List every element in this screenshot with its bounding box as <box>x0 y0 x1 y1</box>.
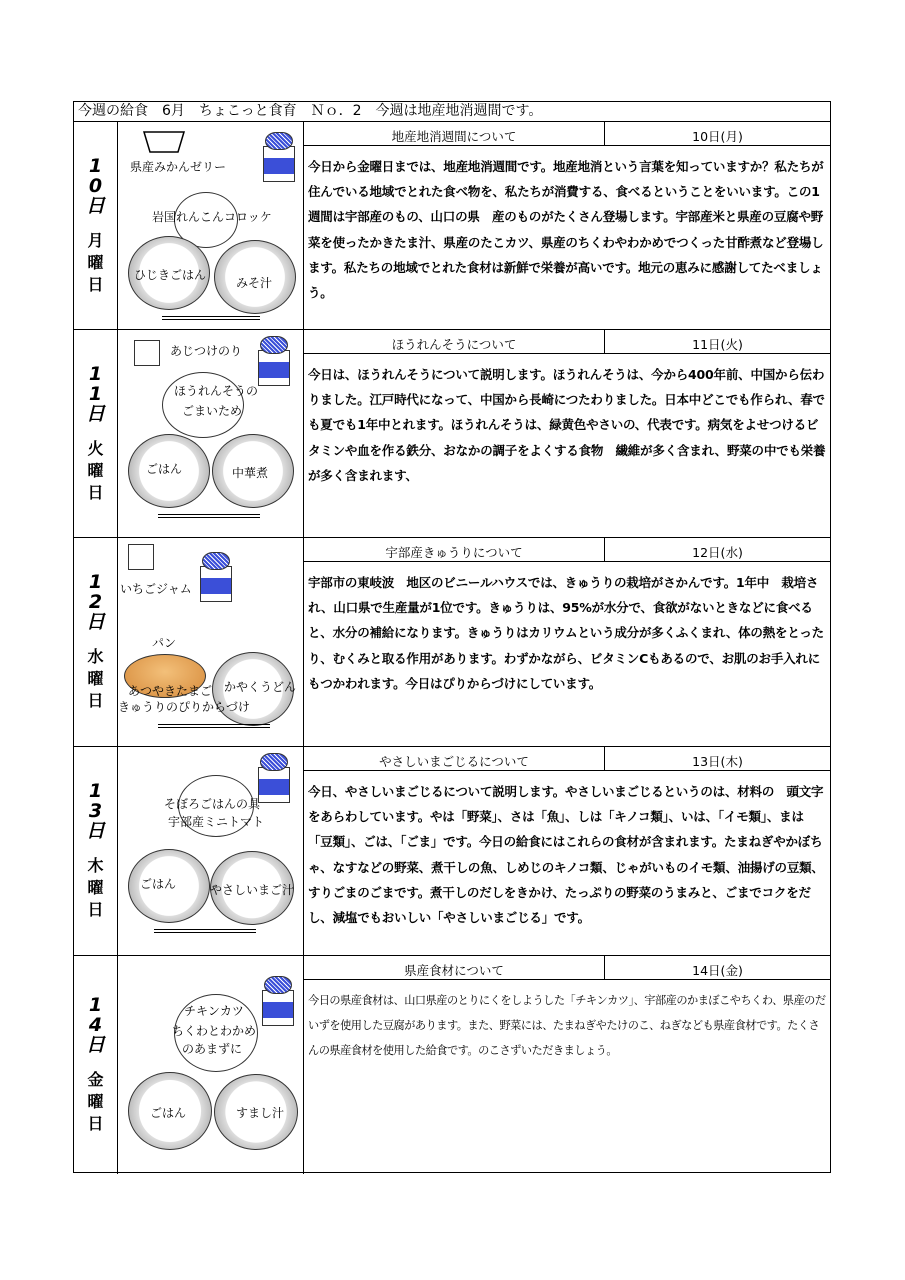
chopsticks-icon <box>162 316 260 320</box>
day-number-digit: 1 <box>88 362 103 385</box>
menu-item: ごはん <box>140 877 177 891</box>
topic-text: 今日は、ほうれんそうについて説明します。ほうれんそうは、今から400年前、中国から伝わりました。江戸時代になって、中国から長崎につたわりました。日本中どこでも作られ、春でも夏でも1年中とれます。ほうれんそうは、緑黄色やさいの、代表です。病気をよせつけるビタミンや血を作る鉄分、おなかの調子をよくする食物 繊維が多く含まれ、野菜の中でも栄養が多く含まれます、 <box>308 367 826 483</box>
day-number-suffix: 日 <box>85 611 105 633</box>
topic-text: 今日、やさしいまごじるについて説明します。やさしいまごじるというのは、材料の 頭文字をあらわしています。やは「野菜」、さは「魚」、しは「キノコ類」、いは、「イモ類」、まは「豆類」、ごは、「ごま」です。今日の給食にはこれらの食材が含まれます。たまねぎやかぼちゃ、なすなどの野菜、煮干しの魚、しめじのキノコ類、じゃがいものイモ類、油揚げの豆類、すりごまのごまです。煮干しのだしをきかけ、たっぷりの野菜のうまみと、ごまでコクをだし、減塩でもおいしい「やさしいまごじる」です。 <box>308 784 824 926</box>
chopsticks-icon <box>158 724 270 728</box>
topic-header <box>304 122 830 146</box>
menu-item: ごまいため <box>182 404 243 418</box>
menu-sheet <box>73 101 831 1173</box>
menu-item: あじつけのり <box>170 344 243 358</box>
day-number-suffix: 日 <box>85 820 105 842</box>
topic-header <box>304 956 830 980</box>
weekday-char: 水 <box>87 647 104 666</box>
topic-title: やさしいまごじるについて <box>304 747 605 770</box>
weekday-char: 火 <box>87 438 104 458</box>
day-number-digit: 4 <box>88 1014 103 1036</box>
menu-item: 中華煮 <box>232 466 269 480</box>
topic-title: 県産食材について <box>304 956 605 979</box>
explanation <box>304 956 830 1174</box>
day-number-suffix: 日 <box>85 1034 105 1056</box>
jelly-cup-icon <box>142 130 186 154</box>
weekday-char: 木 <box>87 856 104 875</box>
topic-text: 今日の県産食材は、山口県産のとりにくをしようした「チキンカツ」、宇部産のかまぼこやちくわ、県産のだいずを使用した豆腐があります。また、野菜には、たまねぎやたけのこ、ねぎなども県産食材です。たくさんの県産食材を使用した給食です。のこさずいただきましょう。 <box>308 994 826 1058</box>
weekday-char: 曜 <box>87 1092 104 1111</box>
weekday-char: 金 <box>87 1070 104 1089</box>
topic-date: 14日(金) <box>692 963 743 978</box>
menu-item: 県産みかんゼリー <box>130 160 227 174</box>
weekday-char: 曜 <box>87 460 104 480</box>
day-number-digit: 1 <box>88 382 103 405</box>
day-number-digit: 2 <box>88 591 103 613</box>
day-row-12 <box>74 538 830 747</box>
nori-icon <box>134 340 160 366</box>
menu-item: かやくうどん <box>224 680 297 694</box>
page-title: 今週の給食 6月 ちょこっと食育 Ｎｏ．2 今週は地産地消週間です。 <box>74 102 830 122</box>
day-label <box>74 538 118 746</box>
menu-item: そぼろごはんの具 <box>164 797 261 811</box>
topic-date: 10日(月) <box>692 129 743 144</box>
topic-title: 地産地消週間について <box>304 122 605 145</box>
day-row-11 <box>74 330 830 538</box>
day-label <box>74 122 118 329</box>
topic-date: 12日(水) <box>692 545 743 560</box>
day-number-digit: 3 <box>88 800 103 822</box>
menu-item: みそ汁 <box>236 276 273 290</box>
day-number-digit: 1 <box>88 154 103 177</box>
menu-item: チキンカツ <box>184 1004 244 1018</box>
weekday-char: 曜 <box>87 878 104 897</box>
menu-item: ごはん <box>146 462 183 476</box>
menu-item: 岩国れんこんコロッケ <box>152 210 272 224</box>
topic-header <box>304 538 830 562</box>
chopsticks-icon <box>158 514 260 518</box>
menu-item: いちごジャム <box>120 582 192 596</box>
menu-item: すまし汁 <box>236 1106 285 1120</box>
menu-item: きゅうりのぴりからづけ <box>118 700 250 714</box>
explanation <box>304 538 830 746</box>
explanation <box>304 122 830 329</box>
menu-item: ほうれんそうの <box>174 384 259 398</box>
day-number-suffix: 日 <box>85 194 105 217</box>
day-label <box>74 747 118 955</box>
day-row-14 <box>74 956 830 1174</box>
weekday-char: 曜 <box>87 252 104 272</box>
weekday-char: 日 <box>87 482 104 502</box>
day-number-digit: 1 <box>88 780 103 802</box>
milk-bottle-icon <box>262 976 294 1026</box>
day-row-13 <box>74 747 830 956</box>
explanation <box>304 330 830 537</box>
menu-item: やさしいまご汁 <box>210 883 295 897</box>
weekday-char: 日 <box>87 691 104 710</box>
jam-packet-icon <box>128 544 154 570</box>
topic-title: ほうれんそうについて <box>304 330 605 353</box>
menu-item: 宇部産ミニトマト <box>168 815 265 829</box>
menu-item: ひじきごはん <box>134 268 207 282</box>
menu-illustration <box>118 122 304 329</box>
topic-date: 13日(木) <box>692 754 743 769</box>
menu-illustration <box>118 538 304 746</box>
menu-illustration <box>118 747 304 955</box>
menu-item: ちくわとわかめ <box>172 1024 257 1038</box>
chopsticks-icon <box>154 929 256 933</box>
day-number-digit: 1 <box>88 571 103 593</box>
topic-date: 11日(火) <box>692 337 743 352</box>
menu-illustration <box>118 330 304 537</box>
weekday-char: 月 <box>87 230 104 250</box>
topic-header <box>304 330 830 354</box>
day-number-digit: 1 <box>88 994 103 1016</box>
topic-text: 宇部市の東岐波 地区のビニールハウスでは、きゅうりの栽培がさかんです。1年中 栽培され、山口県で生産量が1位です。きゅうりは、95%が水分で、食欲がないときなどに食べると、水分の補給になります。きゅうりはカリウムという成分が多くふくまれ、体の熱をとったり、むくみと取る作用があります。わずかながら、ビタミンCもあるので、お肌のお手入れにもつかわれます。今日はぴりからづけにしています。 <box>308 575 824 691</box>
menu-illustration <box>118 956 304 1174</box>
menu-item: ごはん <box>150 1106 187 1120</box>
milk-bottle-icon <box>200 552 232 602</box>
topic-text: 今日から金曜日までは、地産地消週間です。地産地消という言葉を知っていますか？私たちが住んでいる地域でとれた食べ物を、私たちが消費する、食べるということをいいます。この1週間は宇部産のもの、山口の県 産のものがたくさん登場します。宇部産米と県産の豆腐や野菜を使ったかきたま汁、県産のたこカツ、県産のちくわやわかめでつくった甘酢煮など登場します。私たちの地域でとれた食材は新鮮で栄養が高いです。地元の恵みに感謝してたべましょう。 <box>308 159 824 301</box>
menu-item: のあまずに <box>182 1042 243 1056</box>
day-number-suffix: 日 <box>85 402 105 425</box>
milk-bottle-icon <box>263 132 295 182</box>
weekday-char: 日 <box>87 900 104 919</box>
day-row-10 <box>74 122 830 330</box>
day-number-digit: 0 <box>88 174 103 197</box>
day-label <box>74 956 118 1174</box>
weekday-char: 日 <box>87 1114 104 1133</box>
explanation <box>304 747 830 955</box>
topic-header <box>304 747 830 771</box>
milk-bottle-icon <box>258 753 290 803</box>
milk-bottle-icon <box>258 336 290 386</box>
weekday-char: 曜 <box>87 669 104 688</box>
topic-title: 宇部産きゅうりについて <box>304 538 605 561</box>
day-label <box>74 330 118 537</box>
weekday-char: 日 <box>87 274 104 294</box>
menu-item: あつやきたまご <box>128 684 213 698</box>
menu-item: パン <box>152 636 177 650</box>
